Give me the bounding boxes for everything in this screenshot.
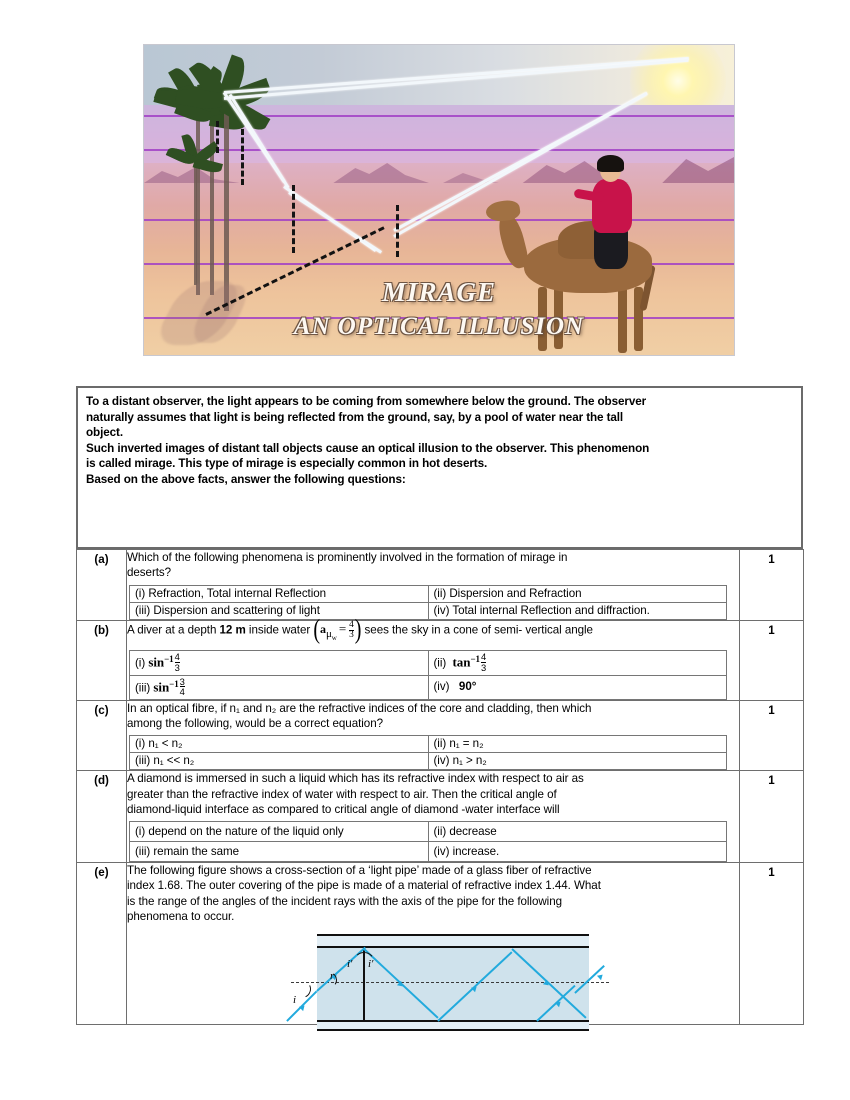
- pipe-outer-boundary-top: [317, 934, 589, 936]
- option-value: 90°: [458, 680, 477, 694]
- option-iii[interactable]: [130, 675, 429, 699]
- question-row-b: [77, 620, 804, 700]
- ray-arrow: [299, 1004, 307, 1012]
- equals-sign: =: [338, 621, 347, 637]
- question-stem-b: [127, 614, 739, 647]
- passage-line: object.: [86, 426, 123, 440]
- options-row: [130, 675, 727, 699]
- question-stem-line: The following figure shows a cross-section of a ‘light pipe’ made of a glass fiber of refractive: [127, 864, 592, 878]
- normal-dashed: [292, 185, 295, 253]
- question-body-e: [127, 863, 740, 1025]
- question-stem-line: is the range of the angles of the incident rays with the axis of the pipe for the following: [127, 894, 562, 908]
- passage-box: [76, 386, 803, 549]
- option-iii[interactable]: (iii) Dispersion and scattering of light: [130, 602, 429, 619]
- options-table-c: [129, 735, 727, 770]
- marks-cell-e: 1: [740, 863, 804, 1025]
- figure-caption-subtitle: AN OPTICAL ILLUSION: [293, 313, 585, 340]
- question-row-e: [77, 863, 804, 1025]
- passage-line: is called mirage. This type of mirage is especially common in hot deserts.: [86, 457, 488, 471]
- option-function: sin: [148, 654, 165, 670]
- question-stem-line: index 1.68. The outer covering of the pipe is made of a material of refractive index 1.44. What: [127, 879, 601, 893]
- option-tag: (i): [135, 656, 146, 670]
- question-stem-line: phenomena to occur.: [127, 910, 235, 924]
- normal-dashed: [241, 129, 244, 185]
- question-body-c: [127, 700, 740, 771]
- normal-dashed: [216, 121, 219, 153]
- mu-subscript: w: [331, 634, 337, 643]
- option-fraction: $\frac{4}{3}$: [174, 651, 180, 673]
- question-body-b: [127, 614, 740, 700]
- options-table-a: [129, 585, 727, 620]
- question-stem-line: In an optical fibre, if n₁ and n₂ are the refractive indices of the core and cladding, then which: [127, 701, 592, 715]
- question-stem-line: deserts?: [127, 566, 172, 580]
- option-ii[interactable]: (ii) n₁ = n₂: [428, 736, 727, 753]
- option-iv[interactable]: (iv) n₁ > n₂: [428, 753, 727, 770]
- options-row: [130, 602, 727, 619]
- question-label-b: (b): [77, 620, 127, 700]
- stem-mid: inside water: [245, 623, 314, 637]
- question-label-a: (a): [77, 550, 127, 621]
- option-function: sin: [153, 679, 170, 695]
- option-iv[interactable]: (iv) increase.: [428, 842, 727, 862]
- depth-value: 12 m: [219, 623, 246, 637]
- option-fraction: $\frac{3}{4}$: [179, 675, 185, 698]
- option-ii[interactable]: [428, 651, 727, 675]
- option-i[interactable]: [130, 651, 429, 675]
- distant-mountains: [144, 153, 734, 183]
- question-body-d: [127, 771, 740, 863]
- option-iv[interactable]: (iv) Total internal Reflection and diffraction.: [428, 602, 727, 619]
- question-stem-line: A diamond is immersed in such a liquid which has its refractive index with respect to air as: [127, 772, 584, 786]
- option-iv[interactable]: [428, 675, 727, 699]
- angle-label-refracted: r: [330, 970, 335, 983]
- rider-torso: [592, 179, 632, 233]
- option-exponent: −1: [470, 654, 480, 665]
- question-label-c: (c): [77, 700, 127, 771]
- option-ii[interactable]: (ii) decrease: [428, 822, 727, 842]
- option-tag: (iii): [135, 681, 151, 695]
- question-row-a: [77, 550, 804, 621]
- marks-cell-a: 1: [740, 550, 804, 621]
- option-exponent: −1: [164, 654, 174, 665]
- question-row-d: [77, 771, 804, 863]
- marks-cell-c: 1: [740, 700, 804, 771]
- question-label-e: (e): [77, 863, 127, 1025]
- question-stem-line: greater than the refractive index of water with respect to air. Then the critical angle of: [127, 787, 557, 801]
- options-table-d: [129, 821, 727, 862]
- light-pipe-diagram: [287, 932, 607, 1024]
- pipe-outer-boundary-bottom: [317, 1029, 589, 1031]
- passage-line: Based on the above facts, answer the following questions:: [86, 472, 406, 486]
- question-body-a: [127, 550, 740, 621]
- pipe-inner-boundary-top: [317, 946, 589, 948]
- pipe-axis-dashed: [291, 982, 609, 983]
- angle-label-internal-2: i′: [368, 958, 374, 971]
- mu-greek: μ: [325, 627, 332, 640]
- pipe-cladding-bottom: [317, 1022, 589, 1029]
- fraction-four-thirds: $\frac{4}{3}$: [349, 619, 354, 641]
- angle-label-internal-1: i′: [347, 958, 353, 971]
- option-ii[interactable]: (ii) Dispersion and Refraction: [428, 585, 727, 602]
- option-tag: (iv): [433, 680, 450, 694]
- passage-line: To a distant observer, the light appears to be coming from somewhere below the ground. The observer: [86, 395, 647, 408]
- option-tag: (ii): [433, 656, 447, 670]
- options-row: [130, 585, 727, 602]
- questions-table: [76, 549, 804, 1025]
- options-row: [130, 736, 727, 753]
- option-fraction: $\frac{4}{3}$: [480, 651, 487, 673]
- angle-label-incident: i: [293, 994, 297, 1007]
- option-i[interactable]: (i) Refraction, Total internal Reflection: [130, 585, 429, 602]
- question-label-d: (d): [77, 771, 127, 863]
- option-exponent: −1: [169, 678, 179, 689]
- passage-line: Such inverted images of distant tall objects cause an optical illusion to the observer. This phenomenon: [86, 441, 650, 455]
- marks-cell-b: 1: [740, 620, 804, 700]
- option-iii[interactable]: (iii) remain the same: [130, 842, 429, 862]
- refractive-index-expression: ($a_{\mu_w}=$ $\frac{4}{3}$ ): [313, 614, 362, 645]
- options-table-b: [129, 650, 727, 699]
- rider-hair: [597, 155, 624, 172]
- stem-prefix: A diver at a depth: [127, 623, 220, 637]
- question-stem-line: diamond-liquid interface as compared to critical angle of diamond -water interface will: [127, 802, 560, 816]
- figure-caption-title: MIRAGE: [381, 277, 497, 307]
- passage-line: naturally assumes that light is being reflected from the ground, say, by a pool of water near the tall: [86, 410, 624, 424]
- pipe-cladding-top: [317, 936, 589, 946]
- normal-dashed: [396, 205, 399, 257]
- option-iii[interactable]: (iii) n₁ << n₂: [130, 753, 429, 770]
- options-row: [130, 753, 727, 770]
- options-row: [130, 842, 727, 862]
- options-row: [130, 651, 727, 675]
- option-function: tan: [452, 654, 471, 670]
- question-stem-line: among the following, would be a correct equation?: [127, 717, 383, 730]
- question-stem-line: Which of the following phenomena is prominently involved in the formation of mirage in: [127, 551, 568, 564]
- option-i[interactable]: (i) n₁ < n₂: [130, 736, 429, 753]
- marks-cell-d: 1: [740, 771, 804, 863]
- mu-prefix: a: [319, 622, 326, 637]
- mirage-illustration: [143, 44, 735, 356]
- stem-suffix: sees the sky in a cone of semi- vertical angle: [361, 623, 593, 637]
- pipe-inner-boundary-bottom: [317, 1020, 589, 1022]
- option-i[interactable]: (i) depend on the nature of the liquid only: [130, 822, 429, 842]
- air-layer-line: [144, 149, 734, 151]
- question-row-c: [77, 700, 804, 771]
- ray-arrow: [597, 973, 605, 981]
- options-row: [130, 822, 727, 842]
